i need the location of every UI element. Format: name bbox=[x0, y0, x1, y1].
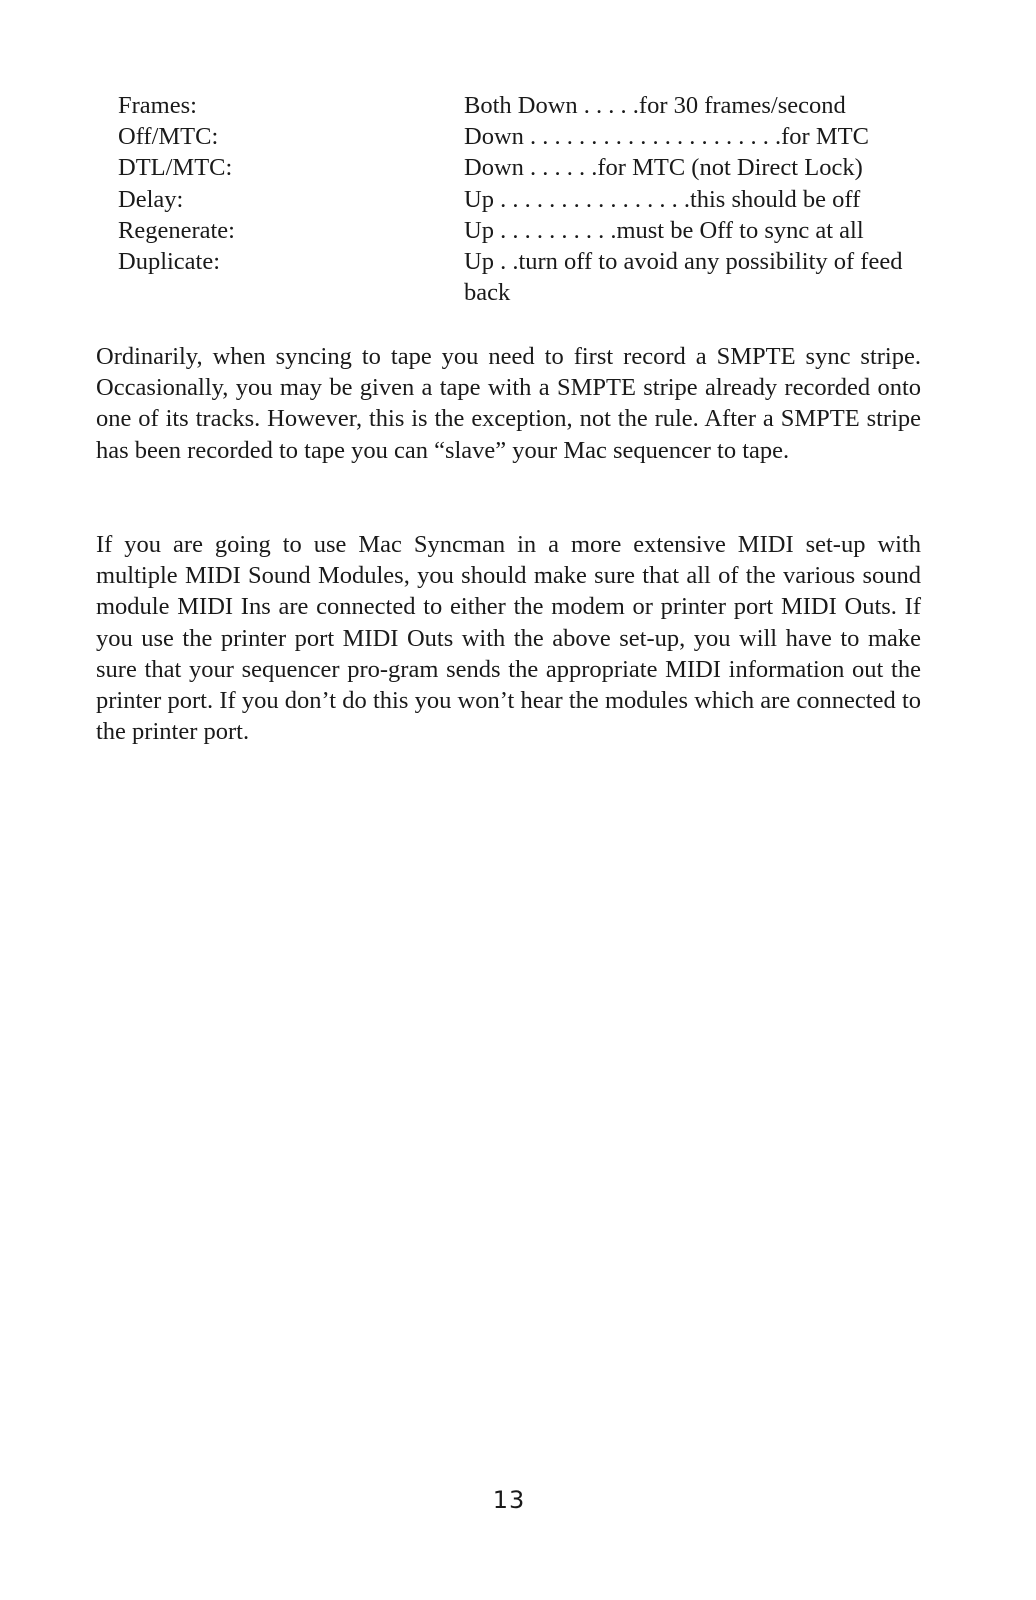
page-number: 13 bbox=[492, 1486, 526, 1514]
body-paragraph-midi-setup: If you are going to use Mac Syncman in a more extensive MIDI set-up with multiple MIDI Sound Modules, you should make sure that all of the various sound module MIDI Ins are connected to either the modem or printer port MIDI Outs. If you use the printer port MIDI Outs with the above set-up, you will have to make sure that your sequencer pro-gram sends the appropriate MIDI information out the printer port. If you don’t do this you won’t hear the modules which are connected to the printer port. bbox=[96, 531, 921, 746]
setting-label: Delay: bbox=[118, 185, 184, 213]
setting-value: Up . . . . . . . . . . . . . . . .this should be off bbox=[464, 185, 861, 213]
setting-label: DTL/MTC: bbox=[118, 154, 233, 182]
setting-value: Both Down . . . . .for 30 frames/second bbox=[464, 92, 846, 119]
setting-label: Frames: bbox=[118, 92, 197, 119]
setting-value: Up . .turn off to avoid any possibility of feed back bbox=[464, 247, 903, 307]
setting-value: Down . . . . . .for MTC (not Direct Lock) bbox=[464, 154, 863, 182]
setting-row-dtl-mtc bbox=[118, 152, 918, 183]
setting-row-delay bbox=[118, 184, 918, 215]
setting-row-off-mtc bbox=[118, 121, 918, 152]
setting-label: Duplicate: bbox=[118, 247, 221, 275]
setting-label: Off/MTC: bbox=[118, 123, 219, 151]
setting-row-duplicate bbox=[118, 246, 918, 308]
body-paragraph-smpte-stripe: Ordinarily, when syncing to tape you need to first record a SMPTE sync stripe. Occasionally, you may be given a tape with a SMPTE stripe already recorded onto one of its tracks. However, this is the exception, not the rule. After a SMPTE stripe has been recorded to tape you can “slave” your Mac sequencer to tape. bbox=[96, 343, 921, 464]
switch-settings-list bbox=[118, 90, 918, 308]
setting-row-regenerate bbox=[118, 215, 918, 246]
setting-value: Down . . . . . . . . . . . . . . . . . . . . .for MTC bbox=[464, 123, 869, 151]
setting-row-frames bbox=[118, 90, 918, 121]
setting-label: Regenerate: bbox=[118, 216, 235, 244]
setting-value: Up . . . . . . . . . .must be Off to sync at all bbox=[464, 216, 864, 244]
